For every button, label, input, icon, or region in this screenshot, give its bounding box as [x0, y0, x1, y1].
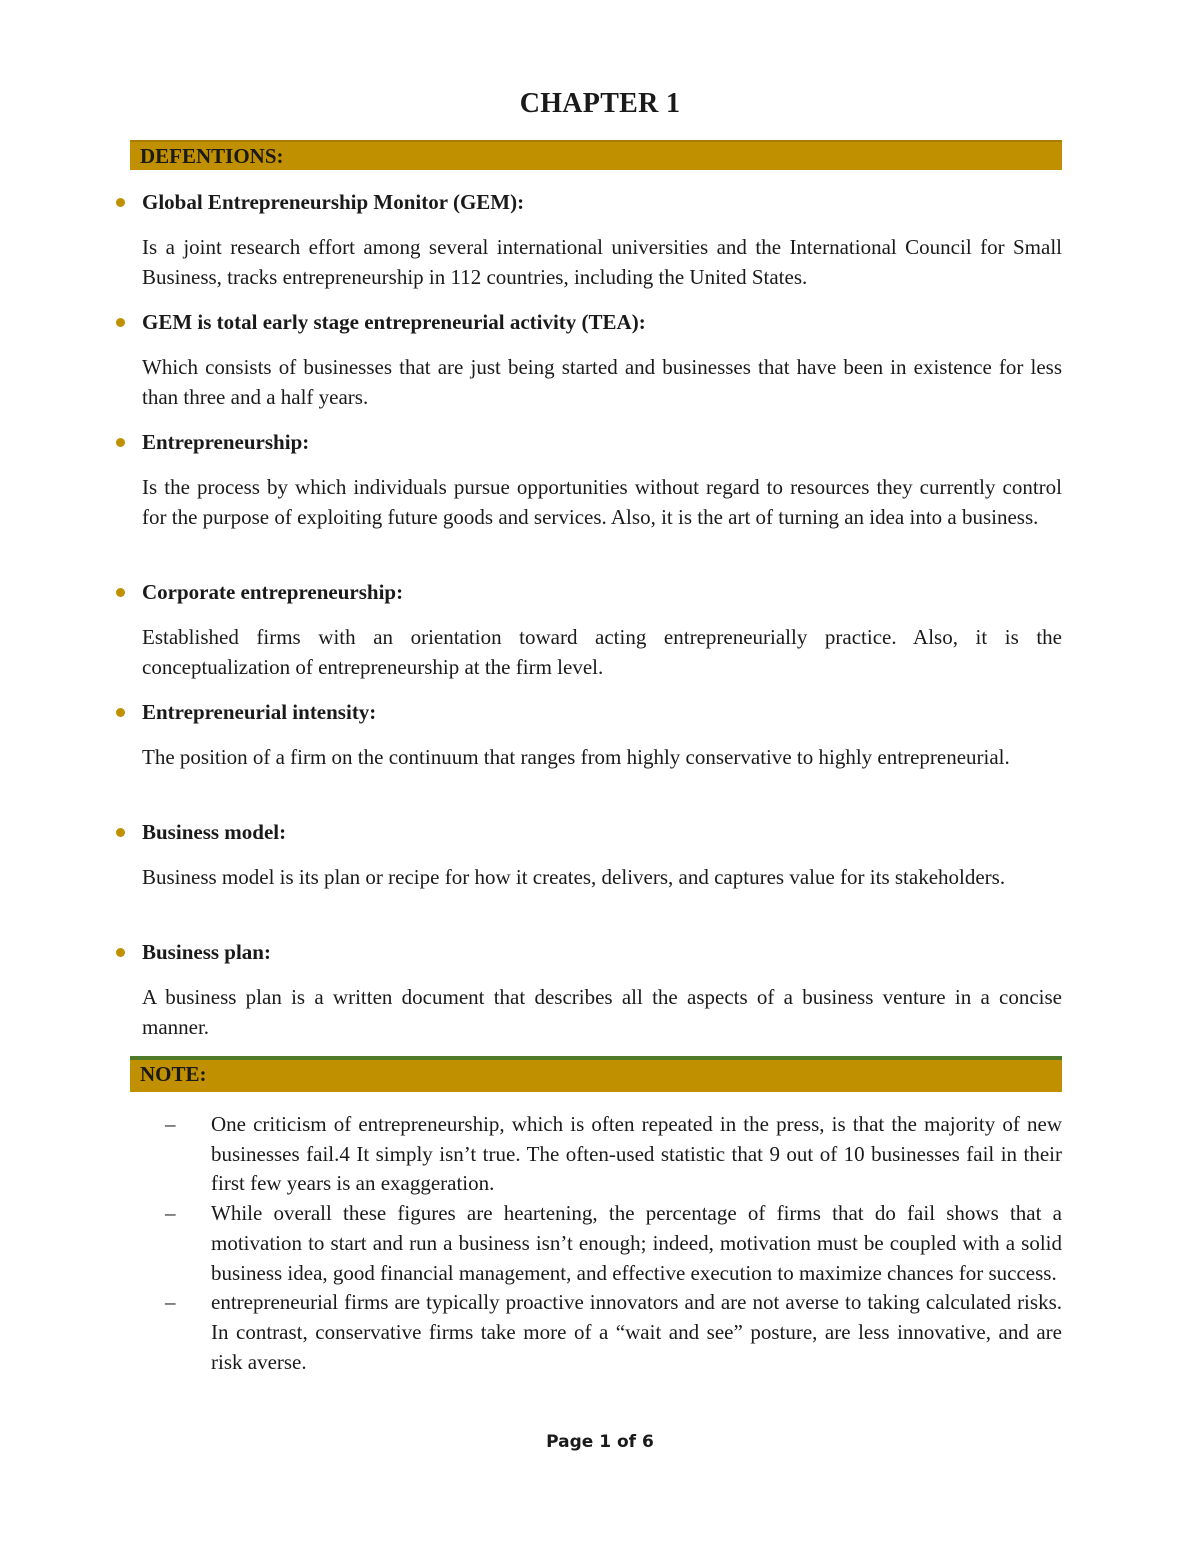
definition-term: Entrepreneurial intensity:	[142, 700, 377, 724]
note-item	[165, 1288, 1062, 1377]
definition-term: Global Entrepreneurship Monitor (GEM):	[142, 190, 525, 214]
definition-item	[114, 308, 1062, 412]
definition-description: Business model is its plan or recipe for how it creates, delivers, and captures value for its stakeholders.	[142, 865, 1006, 889]
dash-bullet-icon: –	[165, 1201, 176, 1226]
bullet-icon	[116, 588, 125, 597]
definitions-heading: DEFENTIONS:	[140, 144, 284, 168]
bullet-icon	[116, 708, 125, 717]
note-item	[165, 1110, 1062, 1199]
definition-description: Is a joint research effort among several international universities and the International Council for Small Business, tracks entrepreneurship in 112 countries, including the United States.	[142, 235, 1062, 289]
bullet-icon	[116, 948, 125, 957]
dash-bullet-icon: –	[165, 1112, 176, 1136]
definition-description: A business plan is a written document that describes all the aspects of a business venture in a concise manner.	[142, 985, 1062, 1039]
note-heading-band	[130, 1056, 1062, 1092]
definition-description: Which consists of businesses that are just being started and businesses that have been in existence for less than three and a half years.	[142, 355, 1062, 409]
definition-term: Entrepreneurship:	[142, 430, 310, 454]
definition-description: Established firms with an orientation toward acting entrepreneurially practice. Also, it is the conceptualization of entrepreneurship at the firm level.	[142, 625, 1062, 679]
definition-item	[114, 428, 1062, 532]
bullet-icon	[116, 438, 125, 447]
definition-term: Corporate entrepreneurship:	[142, 580, 404, 604]
definition-term: Business model:	[142, 820, 287, 844]
note-text: One criticism of entrepreneurship, which is often repeated in the press, is that the majority of new businesses fail.4 It simply isn’t true. The often-used statistic that 9 out of 10 businesses fail in their first few years is an exaggeration.	[211, 1112, 1062, 1196]
note-text: entrepreneurial firms are typically proactive innovators and are not averse to taking calculated risks. In contrast, conservative firms take more of a “wait and see” posture, are less innovative, and are risk averse.	[211, 1290, 1062, 1374]
bullet-icon	[116, 198, 125, 207]
bullet-icon	[116, 318, 125, 327]
notes-list	[165, 1110, 1062, 1377]
dash-bullet-icon: –	[165, 1290, 176, 1315]
note-heading: NOTE:	[140, 1062, 207, 1086]
bullet-icon	[116, 828, 125, 837]
definition-item	[114, 188, 1062, 292]
definition-item	[114, 818, 1062, 892]
definition-item	[114, 698, 1062, 772]
definition-item	[114, 578, 1062, 682]
page-footer: Page 1 of 6	[546, 1432, 654, 1452]
definition-term: Business plan:	[142, 940, 271, 964]
definition-item	[114, 938, 1062, 1042]
chapter-title: CHAPTER 1	[519, 88, 681, 119]
note-item	[165, 1199, 1062, 1288]
definition-description: The position of a firm on the continuum that ranges from highly conservative to highly entrepreneurial.	[142, 745, 1010, 769]
definition-description: Is the process by which individuals pursue opportunities without regard to resources they currently control for the purpose of exploiting future goods and services. Also, it is the art of turning an idea into a business.	[142, 475, 1062, 529]
definition-term: GEM is total early stage entrepreneurial activity (TEA):	[142, 310, 646, 334]
definitions-heading-band	[130, 140, 1062, 170]
note-text: While overall these figures are heartening, the percentage of firms that do fail shows that a motivation to start and run a business isn’t enough; indeed, motivation must be coupled with a solid business idea, good financial management, and effective execution to maximize chances for success.	[211, 1201, 1062, 1285]
